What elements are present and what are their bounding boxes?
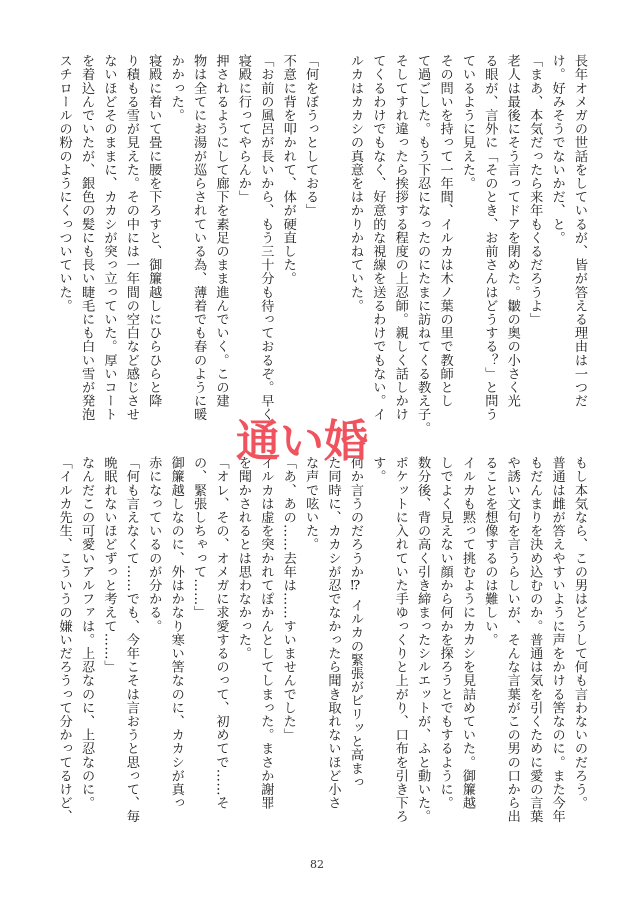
text-line: る眼が、言外に「そのとき、お前さんはどうする？」と問う: [482, 54, 498, 422]
text-line: てくるわけでもなく、好意的な視線を送るわけでもない。イ: [370, 54, 386, 422]
text-line: 晩眠れないほどずっと考えて……」: [101, 456, 117, 674]
text-line: り積もる雪が見えた。その中には一年間の空白など感じさせ: [123, 54, 139, 422]
page-number: 82: [310, 858, 324, 871]
text-line: ないほどそのままに、カカシが突っ立っていた。厚いコート: [101, 54, 117, 422]
text-line: ることを想像するのは難しい。: [482, 456, 498, 647]
text-line: 長年オメガの世話をしているが、皆が答える理由は一つだ: [572, 54, 587, 408]
text-line: や誘い文句を言うらしいが、そんな言葉がこの男の口から出: [504, 456, 520, 824]
text-line: た同時に、カカシが忍でなかったら聞き取れないほど小さ: [325, 456, 341, 810]
text-line: 「イルカ先生、こういうの嫌いだろうって分かってるけど、: [56, 456, 72, 824]
text-line: イルカは虚を突かれてぽかんとしてしまった。まさか謝罪: [258, 456, 274, 810]
text-line: 押されるようにして廊下を素足のまま進んでいく。この建: [213, 54, 229, 408]
text-line: 「オレ、その、オメガに求愛するのって、初めてで……そ: [213, 456, 229, 810]
text-line: 「何をぼうっとしておる」: [303, 54, 319, 218]
text-line: その問いを持って一年間、イルカは木ノ葉の里で教師とし: [437, 54, 453, 408]
text-line: す。: [370, 456, 386, 484]
watermark-title: 通い婚: [236, 416, 368, 467]
text-line: 物は全てにお湯が巡らされている為、薄着でも春のように暖: [191, 54, 207, 422]
text-line: 普通は雌が答えやすいように声をかける筈なのに。また今年: [549, 456, 565, 824]
text-line: 「あ、あの……去年は……すいませんでした」: [280, 456, 296, 742]
text-line: [321, 54, 343, 446]
text-line: しでよく見えない顔から何かを探ろうとでもするように。: [437, 456, 453, 810]
text-line: スチロールの粉のようにくっついていた。: [56, 54, 72, 313]
text-line: かかった。: [168, 54, 184, 122]
text-line: ポケットに入れていた手ゆっくりと上がり、口布を引き下ろ: [392, 456, 408, 824]
text-line: イルカも黙って挑むようにカカシを見詰めていた。御簾越: [459, 456, 475, 810]
text-line: の、緊張しちゃって……」: [191, 456, 207, 620]
text-line: そしてすれ違ったら挨拶する程度の上忍師。親しく話しかけ: [392, 54, 408, 422]
text-line: 寝殿に着いて畳に腰を下ろすと、御簾越しにひらひらと降: [146, 54, 162, 408]
text-line: 何か言うのだろうか⁉ イルカの緊張がビリッと高まっ: [347, 456, 363, 789]
text-line: 「何も言えなくて……でも、今年こそは言おうと思って、毎: [123, 456, 139, 824]
text-line: て過ごした。もう下忍になったのにたまに訪ねてくる教え子。: [415, 54, 431, 435]
text-line: 「まあ、本気だったら来年もくるだろうよ」: [527, 54, 543, 326]
text-line: け。好みそうでないかだ、と。: [549, 54, 565, 245]
lower-text-block: [52, 456, 590, 848]
text-line: 赤になっているのが分かる。: [146, 456, 162, 633]
text-line: を聞かされるとは思わなかった。: [235, 456, 251, 660]
text-line: 「お前の風呂が長いから、もう三十分も待っておるぞ。早く: [258, 54, 274, 422]
text-line: もだんまりを決め込むのか。普通は気を引くために愛の言葉: [527, 456, 543, 824]
upper-text-block: [52, 54, 590, 446]
text-line: を着込んでいたが、銀色の髪にも長い睫毛にも白い雪が発泡: [79, 54, 95, 422]
text-line: 御簾越しなのに、外はかなり寒い筈なのに、カカシが真っ: [168, 456, 184, 810]
text-line: 数分後、背の高く引き締まったシルエットが、ふと動いた。: [415, 456, 431, 824]
text-line: ているように見えた。: [459, 54, 475, 190]
text-line: もし本気なら、この男はどうして何も言わないのだろう。: [572, 456, 587, 810]
text-line: な声で呟いた。: [303, 456, 319, 552]
text-line: なんだこの可愛いアルファは。上忍なのに、上忍なのに。: [79, 456, 95, 810]
text-line: 不意に背を叩かれて、体が硬直した。: [280, 54, 296, 286]
text-line: 老人は最後にそう言ってドアを閉めた。皺の奥の小さく光: [504, 54, 520, 408]
text-line: 寝殿に行ってやらんか」: [235, 54, 251, 204]
text-line: ルカはカカシの真意をはかりかねていた。: [347, 54, 363, 313]
